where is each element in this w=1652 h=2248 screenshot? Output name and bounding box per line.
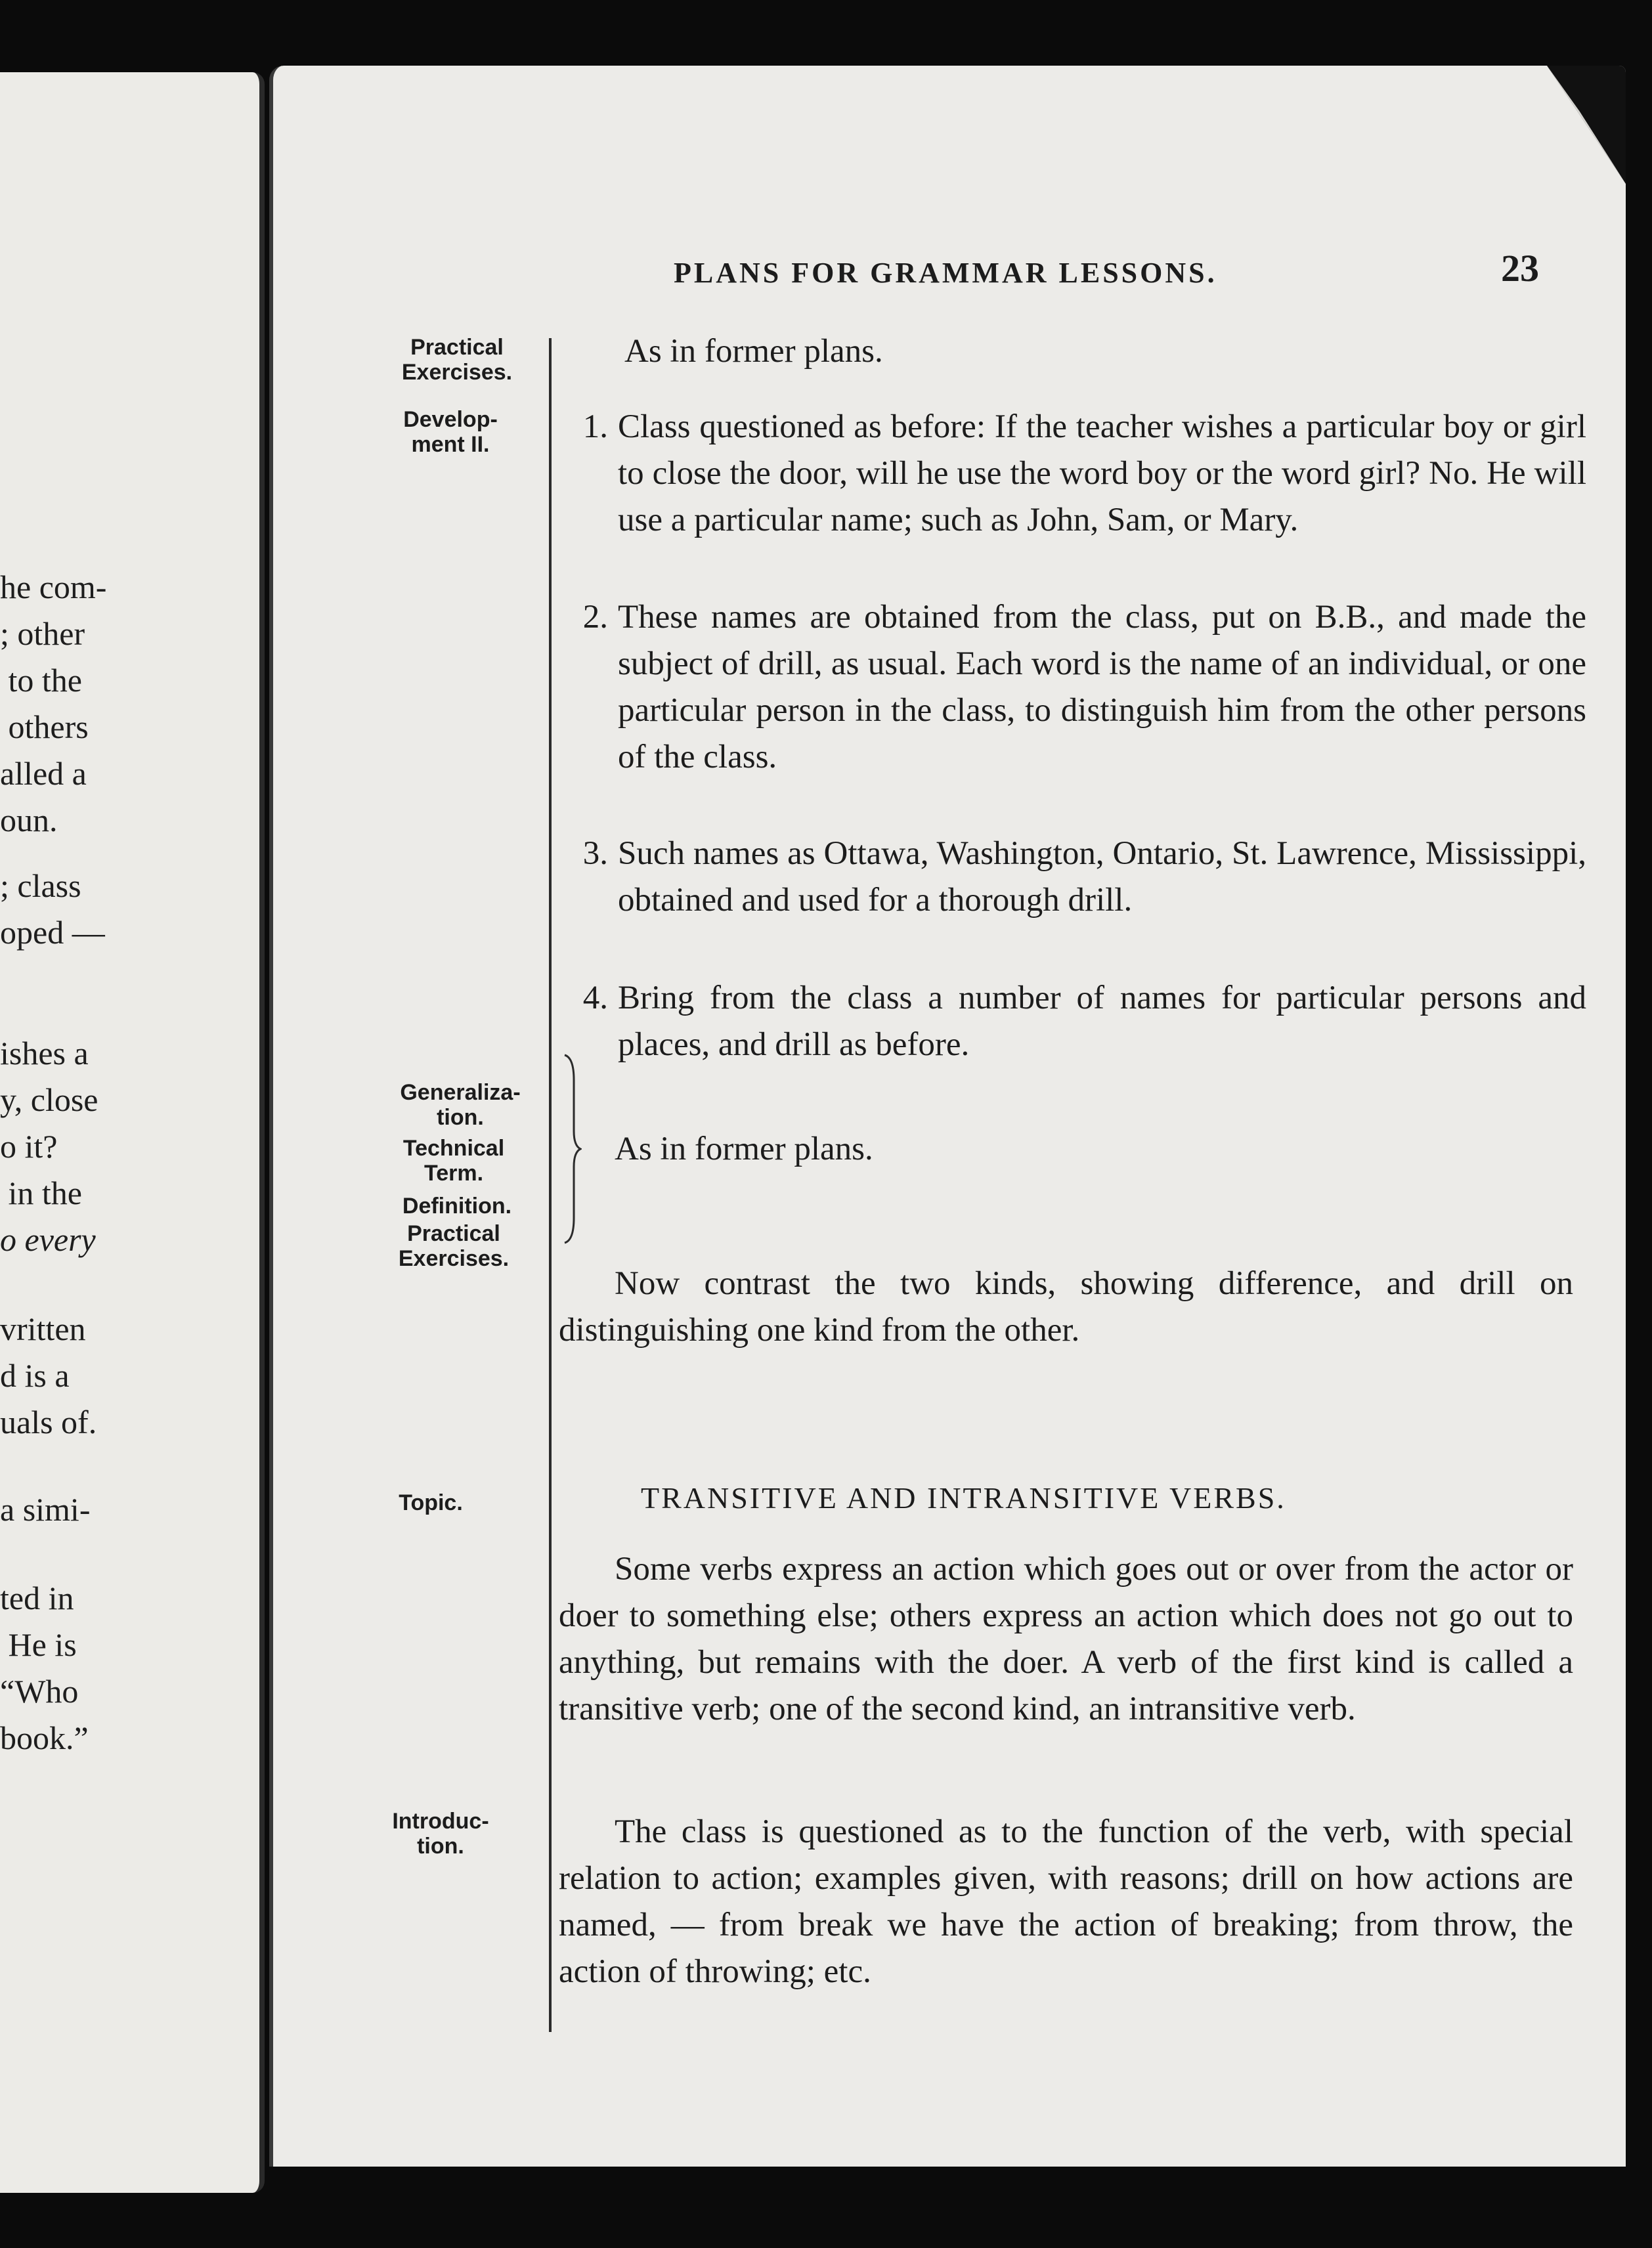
margin-note-generalization [385,1080,536,1130]
margin-note-line: ment II. [411,432,490,457]
margin-note-development-ii [391,407,510,457]
left-line: uals of. [0,1404,97,1440]
as-in-former-plans-2: As in former plans. [615,1131,873,1167]
list-item [562,404,1586,594]
left-line: alled a [0,755,87,792]
left-line: book.” [0,1719,89,1756]
margin-note-line: Practical [407,1221,500,1246]
running-head: PLANS FOR GRAMMAR LESSONS. [674,257,1217,289]
margin-note-line: Technical [402,1136,505,1161]
page-corner-fold [1534,66,1626,184]
list-item [562,831,1586,975]
right-brace [562,1054,582,1244]
topic-paragraph: Some verbs express an action which goes out or over from the actor or doer to something else; others express an action which does not go out to anything, but remains with the doer. A verb of the first kind is called a transitive verb; one of the second kind, an intransitive verb. [559,1551,1573,1727]
margin-divider-line [549,338,552,2032]
list-item-text: Bring from the class a number of names for particular persons and places, and drill as before. [618,980,1586,1063]
list-item-text: These names are obtained from the class, put on B.B., and made the subject of drill, as usual. Each word is the name of an individual, or one particular person in the class, to distinguish him from the other persons of the class. [618,599,1586,775]
margin-note-definition [385,1194,529,1219]
list-item-number: 3. [582,835,608,872]
left-line: a simi- [0,1491,91,1528]
list-item-number: 2. [582,599,608,636]
page-number: 23 [1501,247,1539,290]
left-line: He is [0,1626,77,1663]
left-line: o it? [0,1128,58,1165]
left-line: o every [0,1221,96,1258]
margin-note-technical-term [385,1136,523,1186]
margin-note-practical-exercises-2 [385,1221,523,1271]
margin-note-line: tion. [437,1105,484,1130]
left-line: in the [0,1175,82,1211]
contrast-paragraph: Now contrast the two kinds, showing difference, and drill on distinguishing one kind from the other. [559,1265,1573,1349]
left-line: others [0,708,89,745]
left-line: d is a [0,1357,70,1394]
margin-note-line: Generaliza- [400,1080,521,1105]
left-line: oun. [0,802,58,838]
left-line: “Who [0,1673,79,1710]
margin-note-line: Term. [424,1161,484,1186]
margin-note-topic [385,1490,477,1515]
left-line: to the [0,662,82,699]
margin-note-practical-exercises [391,335,523,385]
margin-note-line: Topic. [399,1490,463,1515]
right-page [269,66,1626,2167]
margin-note-line: Definition. [402,1194,512,1219]
introduction-paragraph: The class is questioned as to the function of the verb, with special relation to action; examples given, with reasons; drill on how actions are named, — from break we have the action of breaking; from throw, the action of throwing; etc. [559,1813,1573,1990]
left-line: oped — [0,914,105,951]
section-title: TRANSITIVE AND INTRANSITIVE VERBS. [641,1481,1286,1515]
list-item-number: 1. [582,408,608,445]
left-line: y, close [0,1081,98,1118]
left-line: ; class [0,867,81,904]
margin-note-line: Practical [410,335,504,360]
margin-note-line: Exercises. [398,1246,510,1271]
left-line: ted in [0,1580,74,1616]
margin-note-line: Exercises. [401,360,513,385]
list-item [562,594,1586,831]
margin-note-line: Introduc- [392,1809,489,1834]
left-page [0,72,265,2193]
margin-note-line: tion. [417,1834,464,1859]
left-line: he com- [0,569,107,605]
left-line: ; other [0,615,85,652]
left-line: vritten [0,1310,86,1347]
list-item-text: Class questioned as before: If the teacher wishes a particular boy or girl to close the door, will he use the word boy or the word girl? No. He will use a particular name; such as John, Sam, or Mary. [618,408,1586,538]
list-item [562,975,1586,1073]
as-in-former-plans-1: As in former plans. [624,333,883,370]
margin-note-introduction [381,1809,500,1859]
left-line: ishes a [0,1035,89,1071]
margin-note-line: Develop- [403,407,498,432]
list-item-text: Such names as Ottawa, Washington, Ontario, St. Lawrence, Mississippi, obtained and used for a thorough drill. [618,835,1586,919]
list-item-number: 4. [582,980,608,1016]
